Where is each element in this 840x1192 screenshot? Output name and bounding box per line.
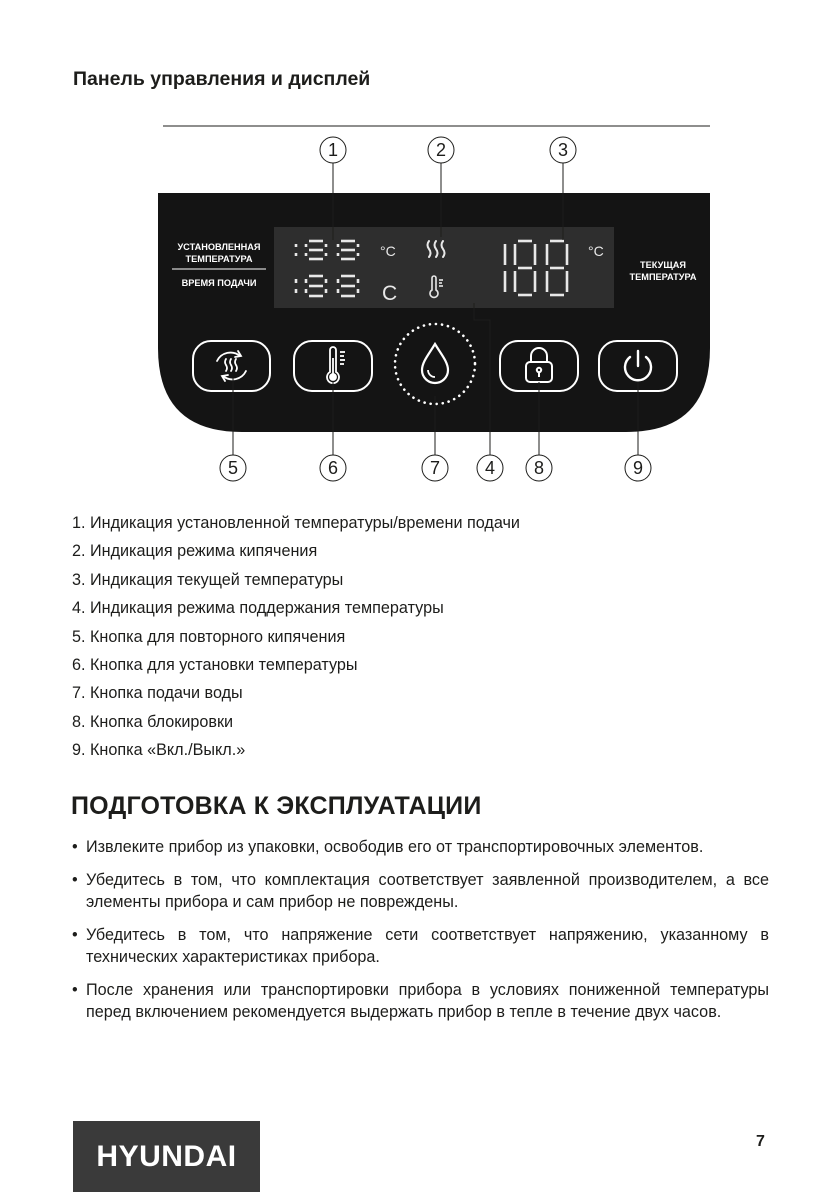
preparation-item	[72, 979, 769, 1024]
legend-item: 7. Кнопка подачи воды	[72, 684, 243, 703]
legend-item: 6. Кнопка для установки температуры	[72, 656, 358, 675]
preparation-item-text: Убедитесь в том, что комплектация соответствует заявленной производителем, а все элементы прибора и сам прибор не повреждены.	[86, 870, 769, 911]
callout-5: 5	[227, 458, 239, 478]
callout-1: 1	[327, 140, 339, 160]
legend-item: 2. Индикация режима кипячения	[72, 542, 318, 561]
callout-3: 3	[557, 140, 569, 160]
bullet-symbol: •	[72, 925, 78, 944]
bullet-symbol: •	[72, 838, 78, 856]
control-panel-diagram	[0, 0, 840, 500]
bullet-symbol: •	[72, 980, 78, 999]
legend-item: 5. Кнопка для повторного кипячения	[72, 627, 346, 646]
preparation-item	[72, 924, 769, 969]
preparation-item-text: Убедитесь в том, что напряжение сети соответствует напряжению, указанному в технических характеристиках прибора.	[86, 925, 769, 966]
unit-c-time: C	[382, 282, 398, 305]
label-serving-time: ВРЕМЯ ПОДАЧИ	[181, 278, 257, 288]
callout-6: 6	[327, 458, 339, 478]
legend-item: 3. Индикация текущей температуры	[72, 570, 344, 589]
preparation-item-text: Извлеките прибор из упаковки, освободив его от транспортировочных элементов.	[86, 838, 704, 856]
bullet-symbol: •	[72, 870, 78, 889]
label-set-temperature-2: ТЕМПЕРАТУРА	[185, 254, 253, 264]
label-set-temperature-1: УСТАНОВЛЕННАЯ	[177, 242, 261, 252]
callout-2: 2	[435, 140, 447, 160]
unit-celsius-set: °C	[380, 243, 396, 259]
callout-7: 7	[429, 458, 441, 478]
label-current-temperature-1: ТЕКУЩАЯ	[640, 260, 686, 270]
callout-9: 9	[632, 458, 644, 478]
section-title: Панель управления и дисплей	[73, 68, 371, 90]
brand-logo	[73, 1121, 260, 1192]
legend-item: 8. Кнопка блокировки	[72, 712, 234, 731]
label-current-temperature-2: ТЕМПЕРАТУРА	[629, 272, 697, 282]
legend-list	[72, 509, 520, 765]
preparation-item-text: После хранения или транспортировки прибора в условиях пониженной температуры перед включением рекомендуется выдержать прибор в тепле в течение двух часов.	[86, 980, 769, 1021]
callout-8: 8	[533, 458, 545, 478]
page-number: 7	[756, 1133, 765, 1150]
unit-celsius-current: °C	[588, 243, 604, 259]
legend-item: 1. Индикация установленной температуры/времени подачи	[72, 514, 520, 532]
preparation-list	[72, 836, 769, 1034]
preparation-item	[72, 869, 769, 914]
legend-item: 4. Индикация режима поддержания температуры	[72, 599, 444, 618]
preparation-item	[72, 836, 769, 859]
preparation-heading: ПОДГОТОВКА К ЭКСПЛУАТАЦИИ	[71, 792, 482, 820]
callout-4: 4	[484, 458, 496, 478]
legend-item: 9. Кнопка «Вкл./Выкл.»	[72, 741, 246, 760]
brand-name: HYUNDAI	[96, 1139, 237, 1173]
